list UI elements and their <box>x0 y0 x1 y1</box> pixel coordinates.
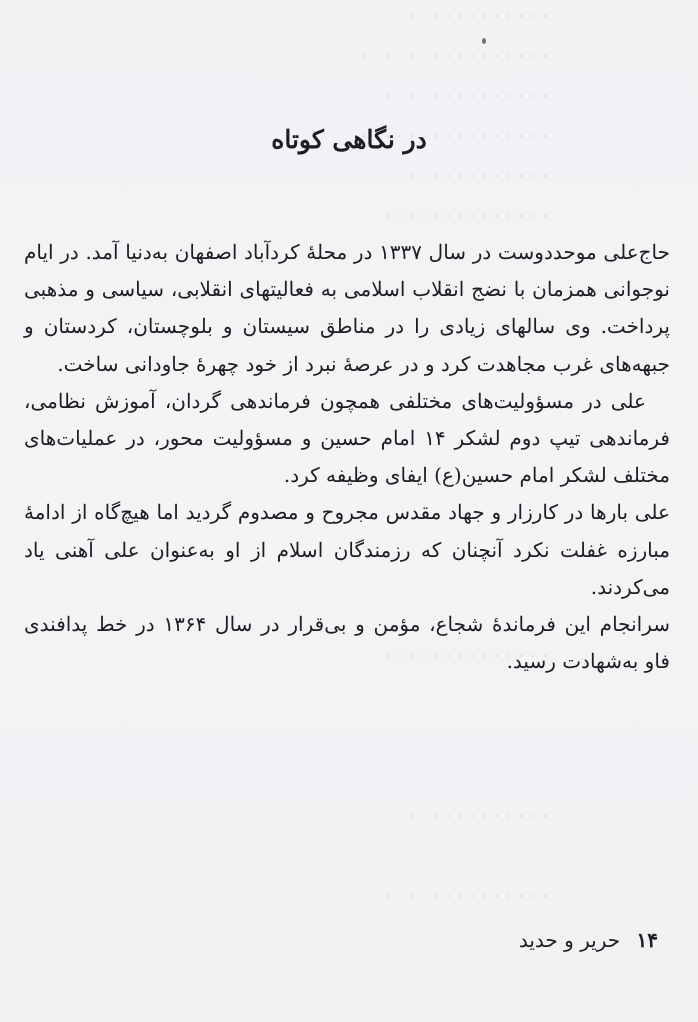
running-footer <box>519 928 658 952</box>
page-title: در نگاهی کوتاه <box>271 124 427 154</box>
paragraph-1: حاج‌علی موحددوست در سال ۱۳۳۷ در محلهٔ کردآباد اصفهان به‌دنیا آمد. در ایام نوجوانی همزمان با نضج انقلاب اسلامی به فعالیتهای انقلابی، سیاسی و مذهبی پرداخت. وی سالهای زیادی را در مناطق سیستان و بلوچستان، کردستان و جبهه‌های غرب مجاهدت کرد و در عرصهٔ نبرد از خود چهرهٔ جاودانی ساخت. <box>24 240 670 376</box>
book-title: حریر و حدید <box>518 928 621 952</box>
bleed-through-text: . . . . . . . . . . . . . . . . . . . . . . . . . . . . . . . . . . . . . . . . . . . . . . . . . . . . . . . . . . . . . . . . . . . . . . . . . . . . . . . . . . . . . . . . . . . . . . . . . . . . . . . . . . . . . . . . . . . . . . . . . . . . <box>360 0 548 902</box>
paragraph-3: علی بارها در کارزار و جهاد مقدس مجروح و مصدوم گردید اما هیچ‌گاه از ادامهٔ مبارزه غفلت نکرد آنچنان که رزمندگان اسلام از او به‌عنوان علی آهنی یاد می‌کردند. <box>24 500 670 599</box>
paragraph-2: علی در مسؤولیت‌های مختلفی همچون فرماندهی گردان، آموزش نظامی، فرماندهی تیپ دوم لشکر ۱۴ امام حسین و مسؤولیت محور، در عملیات‌های مختلف لشکر امام حسین(ع) ایفای وظیفه کرد. <box>24 388 670 488</box>
body-text <box>24 234 670 680</box>
paper-speck <box>482 38 486 44</box>
page-number: ۱۴ <box>636 928 658 952</box>
paragraph-4: سرانجام این فرماندهٔ شجاع، مؤمن و بی‌قرار در سال ۱۳۶۴ در خط پدافندی فاو به‌شهادت رسید. <box>24 612 670 674</box>
